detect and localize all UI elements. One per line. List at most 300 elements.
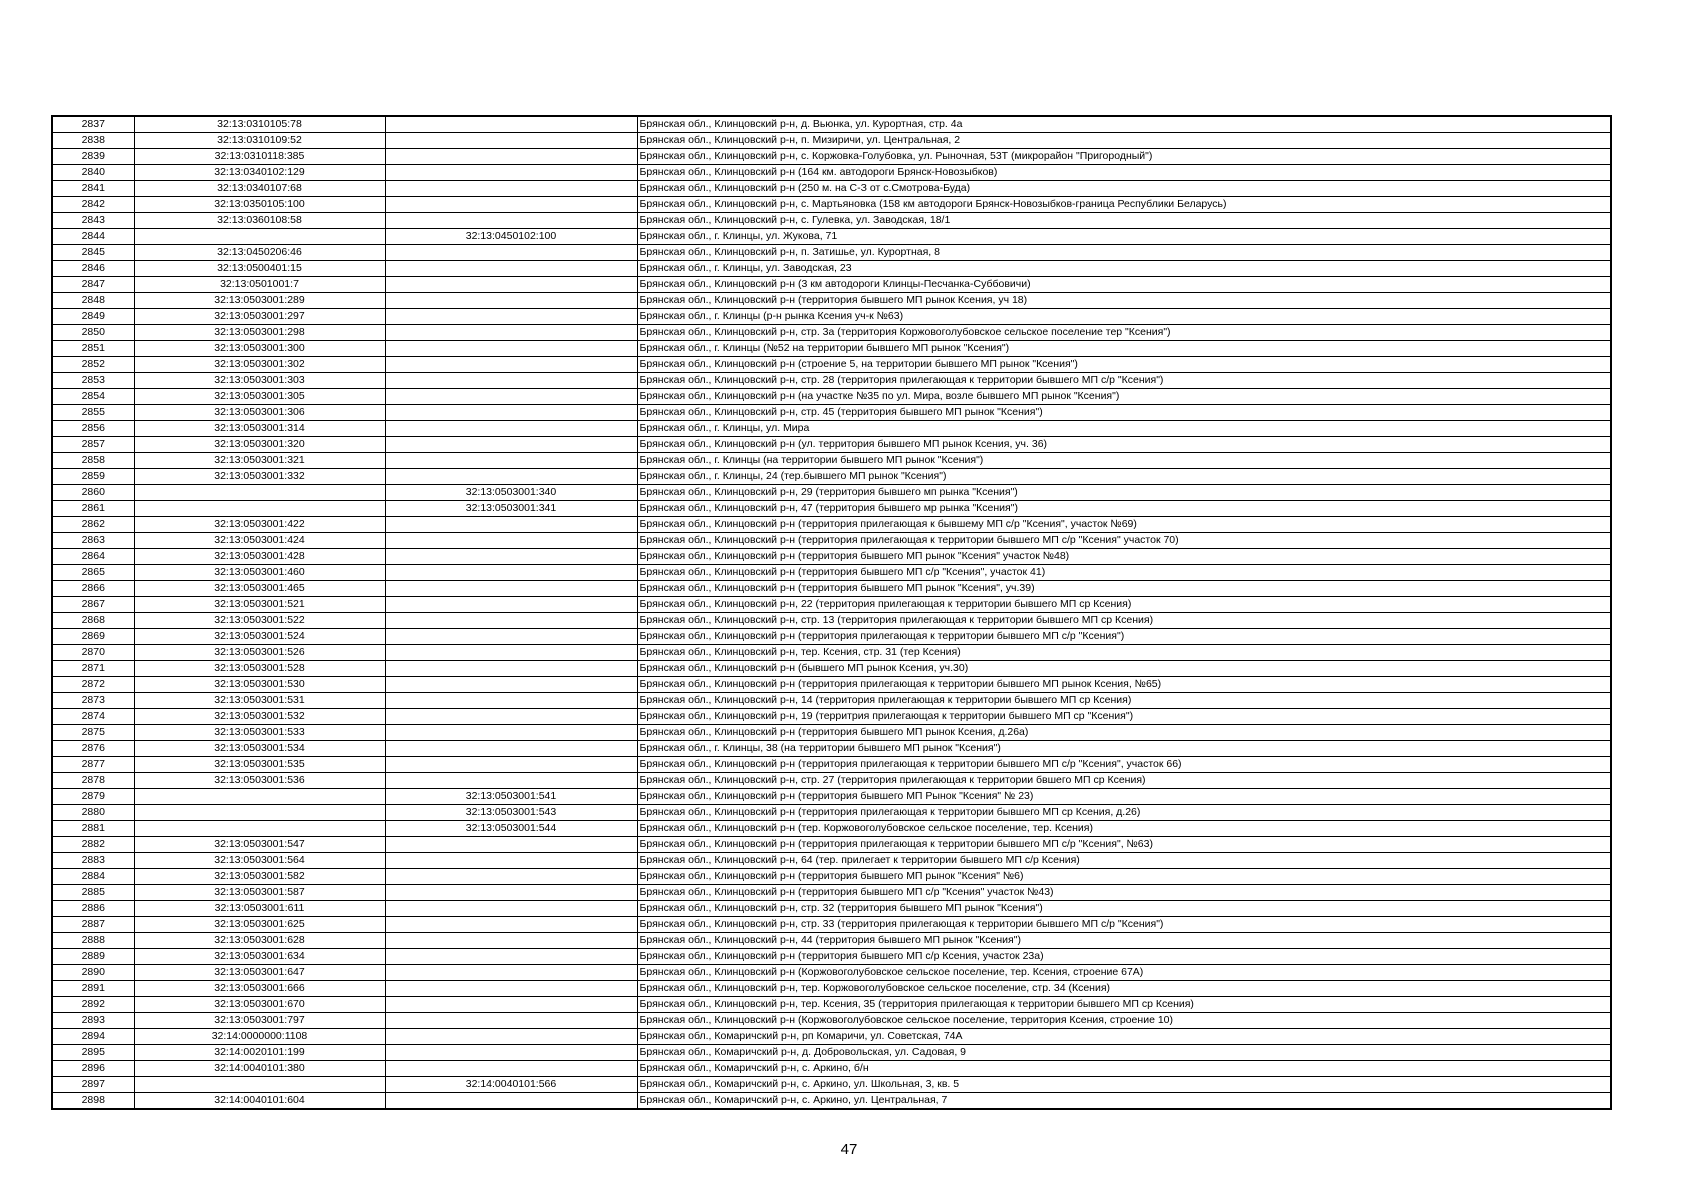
row-number-cell: 2878 bbox=[52, 773, 134, 789]
table-row bbox=[52, 197, 1611, 213]
address-cell: Брянская обл., Клинцовский р-н (тер. Коржовоголубовское сельское поселение, тер. Ксения) bbox=[637, 821, 1611, 837]
row-number-cell: 2851 bbox=[52, 341, 134, 357]
cadastral-number-cell bbox=[134, 485, 385, 501]
table-row bbox=[52, 517, 1611, 533]
row-number-cell: 2874 bbox=[52, 709, 134, 725]
address-cell: Брянская обл., Клинцовский р-н, стр. 45 (территория бывшего МП рынок "Ксения") bbox=[637, 405, 1611, 421]
cadastral-number-cell: 32:13:0503001:314 bbox=[134, 421, 385, 437]
address-cell: Брянская обл., г. Клинцы, ул. Мира bbox=[637, 421, 1611, 437]
cadastral-number-alt-cell: 32:14:0040101:566 bbox=[385, 1077, 637, 1093]
row-number-cell: 2888 bbox=[52, 933, 134, 949]
table-row bbox=[52, 933, 1611, 949]
row-number-cell: 2875 bbox=[52, 725, 134, 741]
address-cell: Брянская обл., г. Клинцы (р-н рынка Ксения уч-к №63) bbox=[637, 309, 1611, 325]
cadastral-number-alt-cell bbox=[385, 677, 637, 693]
table-row bbox=[52, 885, 1611, 901]
row-number-cell: 2854 bbox=[52, 389, 134, 405]
cadastral-number-alt-cell: 32:13:0450102:100 bbox=[385, 229, 637, 245]
cadastral-number-cell: 32:13:0503001:320 bbox=[134, 437, 385, 453]
address-cell: Брянская обл., Комаричский р-н, с. Аркино, ул. Школьная, 3, кв. 5 bbox=[637, 1077, 1611, 1093]
address-cell: Брянская обл., Клинцовский р-н, с. Гулевка, ул. Заводская, 18/1 bbox=[637, 213, 1611, 229]
table-row bbox=[52, 261, 1611, 277]
address-cell: Брянская обл., Клинцовский р-н, стр. 27 (территория прилегающая к территории бвшего МП ср Ксения) bbox=[637, 773, 1611, 789]
cadastral-number-cell: 32:13:0503001:297 bbox=[134, 309, 385, 325]
cadastral-number-cell: 32:13:0503001:332 bbox=[134, 469, 385, 485]
row-number-cell: 2876 bbox=[52, 741, 134, 757]
cadastral-number-alt-cell bbox=[385, 725, 637, 741]
cadastral-number-cell: 32:13:0503001:547 bbox=[134, 837, 385, 853]
address-cell: Брянская обл., Клинцовский р-н (территория бывшего МП Рынок "Ксения" № 23) bbox=[637, 789, 1611, 805]
table-row bbox=[52, 869, 1611, 885]
cadastral-number-alt-cell bbox=[385, 741, 637, 757]
address-cell: Брянская обл., Клинцовский р-н, тер. Ксения, 35 (территория прилегающая к территории бывшего МП ср Ксения) bbox=[637, 997, 1611, 1013]
row-number-cell: 2872 bbox=[52, 677, 134, 693]
cadastral-number-cell: 32:13:0503001:533 bbox=[134, 725, 385, 741]
table-row bbox=[52, 805, 1611, 821]
address-cell: Брянская обл., Клинцовский р-н, тер. Коржовоголубовское сельское поселение, стр. 34 (Ксения) bbox=[637, 981, 1611, 997]
row-number-cell: 2880 bbox=[52, 805, 134, 821]
table-row bbox=[52, 116, 1611, 133]
row-number-cell: 2877 bbox=[52, 757, 134, 773]
row-number-cell: 2838 bbox=[52, 133, 134, 149]
row-number-cell: 2861 bbox=[52, 501, 134, 517]
cadastral-number-alt-cell bbox=[385, 165, 637, 181]
row-number-cell: 2867 bbox=[52, 597, 134, 613]
address-cell: Брянская обл., Клинцовский р-н, стр. 3а (территория Коржовоголубовское сельское поселение тер "Ксения") bbox=[637, 325, 1611, 341]
cadastral-number-alt-cell bbox=[385, 1029, 637, 1045]
row-number-cell: 2865 bbox=[52, 565, 134, 581]
cadastral-number-alt-cell bbox=[385, 245, 637, 261]
row-number-cell: 2848 bbox=[52, 293, 134, 309]
cadastral-number-cell: 32:13:0310109:52 bbox=[134, 133, 385, 149]
row-number-cell: 2841 bbox=[52, 181, 134, 197]
table-row bbox=[52, 725, 1611, 741]
address-cell: Брянская обл., г. Клинцы (на территории бывшего МП рынок "Ксения") bbox=[637, 453, 1611, 469]
row-number-cell: 2868 bbox=[52, 613, 134, 629]
cadastral-number-cell: 32:14:0000000:1108 bbox=[134, 1029, 385, 1045]
address-cell: Брянская обл., Клинцовский р-н, 22 (территория прилегающая к территории бывшего МП ср Ксения) bbox=[637, 597, 1611, 613]
address-cell: Брянская обл., Клинцовский р-н (ул. территория бывшего МП рынок Ксения, уч. 36) bbox=[637, 437, 1611, 453]
address-cell: Брянская обл., Комаричский р-н, с. Аркино, ул. Центральная, 7 bbox=[637, 1093, 1611, 1110]
row-number-cell: 2891 bbox=[52, 981, 134, 997]
table-row bbox=[52, 309, 1611, 325]
table-row bbox=[52, 997, 1611, 1013]
table-row bbox=[52, 821, 1611, 837]
cadastral-number-cell: 32:13:0501001:7 bbox=[134, 277, 385, 293]
cadastral-number-cell: 32:13:0340102:129 bbox=[134, 165, 385, 181]
cadastral-number-cell: 32:13:0503001:298 bbox=[134, 325, 385, 341]
table-row bbox=[52, 677, 1611, 693]
cadastral-number-cell: 32:13:0310118:385 bbox=[134, 149, 385, 165]
cadastral-number-alt-cell: 32:13:0503001:341 bbox=[385, 501, 637, 517]
address-cell: Брянская обл., Комаричский р-н, д. Добровольская, ул. Садовая, 9 bbox=[637, 1045, 1611, 1061]
cadastral-number-alt-cell bbox=[385, 773, 637, 789]
table-row bbox=[52, 741, 1611, 757]
table-row bbox=[52, 149, 1611, 165]
address-cell: Брянская обл., Клинцовский р-н, с. Коржовка-Голубовка, ул. Рыночная, 53Т (микрорайон "Пригородный") bbox=[637, 149, 1611, 165]
cadastral-number-cell: 32:13:0503001:670 bbox=[134, 997, 385, 1013]
cadastral-number-alt-cell bbox=[385, 373, 637, 389]
row-number-cell: 2843 bbox=[52, 213, 134, 229]
cadastral-number-alt-cell bbox=[385, 1045, 637, 1061]
table-row bbox=[52, 629, 1611, 645]
cadastral-number-cell: 32:13:0503001:528 bbox=[134, 661, 385, 677]
cadastral-number-cell: 32:13:0503001:628 bbox=[134, 933, 385, 949]
table-row bbox=[52, 917, 1611, 933]
cadastral-number-alt-cell bbox=[385, 181, 637, 197]
cadastral-number-alt-cell bbox=[385, 997, 637, 1013]
table-row bbox=[52, 1029, 1611, 1045]
cadastral-number-cell: 32:13:0503001:536 bbox=[134, 773, 385, 789]
cadastral-number-alt-cell bbox=[385, 149, 637, 165]
row-number-cell: 2879 bbox=[52, 789, 134, 805]
address-cell: Брянская обл., Клинцовский р-н (территория бывшего МП рынок Ксения, уч 18) bbox=[637, 293, 1611, 309]
cadastral-number-cell: 32:13:0503001:532 bbox=[134, 709, 385, 725]
cadastral-number-cell: 32:13:0503001:534 bbox=[134, 741, 385, 757]
cadastral-number-alt-cell bbox=[385, 901, 637, 917]
table-row bbox=[52, 405, 1611, 421]
row-number-cell: 2887 bbox=[52, 917, 134, 933]
address-cell: Брянская обл., Клинцовский р-н (250 м. на С-З от с.Смотрова-Буда) bbox=[637, 181, 1611, 197]
cadastral-number-alt-cell bbox=[385, 309, 637, 325]
cadastral-number-cell: 32:13:0503001:303 bbox=[134, 373, 385, 389]
table-row bbox=[52, 1093, 1611, 1110]
address-cell: Брянская обл., Клинцовский р-н (164 км. автодороги Брянск-Новозыбков) bbox=[637, 165, 1611, 181]
cadastral-number-alt-cell bbox=[385, 213, 637, 229]
address-cell: Брянская обл., г. Клинцы, ул. Жукова, 71 bbox=[637, 229, 1611, 245]
cadastral-number-alt-cell bbox=[385, 453, 637, 469]
address-cell: Брянская обл., Клинцовский р-н, д. Вьюнка, ул. Курортная, стр. 4а bbox=[637, 116, 1611, 133]
cadastral-number-alt-cell bbox=[385, 437, 637, 453]
row-number-cell: 2870 bbox=[52, 645, 134, 661]
cadastral-number-alt-cell bbox=[385, 853, 637, 869]
row-number-cell: 2844 bbox=[52, 229, 134, 245]
table-row bbox=[52, 325, 1611, 341]
cadastral-number-alt-cell bbox=[385, 469, 637, 485]
table-row bbox=[52, 901, 1611, 917]
cadastral-number-alt-cell bbox=[385, 325, 637, 341]
table-row bbox=[52, 437, 1611, 453]
cadastral-number-cell: 32:13:0503001:522 bbox=[134, 613, 385, 629]
address-cell: Брянская обл., Клинцовский р-н, 14 (территория прилегающая к территории бывшего МП ср Ксения) bbox=[637, 693, 1611, 709]
cadastral-number-alt-cell bbox=[385, 533, 637, 549]
cadastral-number-alt-cell bbox=[385, 357, 637, 373]
cadastral-number-alt-cell bbox=[385, 981, 637, 997]
row-number-cell: 2850 bbox=[52, 325, 134, 341]
address-cell: Брянская обл., Клинцовский р-н (территория бывшего МП с/р "Ксения", участок 41) bbox=[637, 565, 1611, 581]
cadastral-number-alt-cell bbox=[385, 1093, 637, 1110]
cadastral-number-cell: 32:13:0503001:634 bbox=[134, 949, 385, 965]
cadastral-number-cell: 32:13:0503001:530 bbox=[134, 677, 385, 693]
cadastral-number-cell: 32:13:0350105:100 bbox=[134, 197, 385, 213]
address-cell: Брянская обл., г. Клинцы, 38 (на территории бывшего МП рынок "Ксения") bbox=[637, 741, 1611, 757]
cadastral-number-cell bbox=[134, 789, 385, 805]
row-number-cell: 2886 bbox=[52, 901, 134, 917]
address-cell: Брянская обл., Клинцовский р-н (Коржовоголубовское сельское поселение, тер. Ксения, строение 67А) bbox=[637, 965, 1611, 981]
cadastral-number-alt-cell bbox=[385, 293, 637, 309]
row-number-cell: 2847 bbox=[52, 277, 134, 293]
address-cell: Брянская обл., Клинцовский р-н, п. Затишье, ул. Курортная, 8 bbox=[637, 245, 1611, 261]
address-cell: Брянская обл., Клинцовский р-н, 44 (территория бывшего МП рынок "Ксения") bbox=[637, 933, 1611, 949]
table-row bbox=[52, 485, 1611, 501]
address-cell: Брянская обл., Клинцовский р-н, 29 (территория бывшего мп рынка "Ксения") bbox=[637, 485, 1611, 501]
table-row bbox=[52, 229, 1611, 245]
row-number-cell: 2858 bbox=[52, 453, 134, 469]
row-number-cell: 2837 bbox=[52, 116, 134, 133]
cadastral-number-alt-cell bbox=[385, 341, 637, 357]
cadastral-number-cell: 32:14:0020101:199 bbox=[134, 1045, 385, 1061]
row-number-cell: 2864 bbox=[52, 549, 134, 565]
cadastral-number-alt-cell bbox=[385, 613, 637, 629]
cadastral-number-cell: 32:13:0450206:46 bbox=[134, 245, 385, 261]
row-number-cell: 2860 bbox=[52, 485, 134, 501]
table-row bbox=[52, 661, 1611, 677]
cadastral-number-cell: 32:13:0503001:428 bbox=[134, 549, 385, 565]
table-row bbox=[52, 469, 1611, 485]
cadastral-number-alt-cell bbox=[385, 869, 637, 885]
table-row bbox=[52, 293, 1611, 309]
address-cell: Брянская обл., Клинцовский р-н (территория прилегающая к территории бывшего МП ср Ксения, д.26) bbox=[637, 805, 1611, 821]
row-number-cell: 2897 bbox=[52, 1077, 134, 1093]
row-number-cell: 2883 bbox=[52, 853, 134, 869]
cadastral-number-cell: 32:13:0503001:460 bbox=[134, 565, 385, 581]
cadastral-number-cell: 32:13:0503001:797 bbox=[134, 1013, 385, 1029]
cadastral-number-cell: 32:13:0503001:306 bbox=[134, 405, 385, 421]
address-cell: Брянская обл., Клинцовский р-н (территория бывшего МП рынок "Ксения" №6) bbox=[637, 869, 1611, 885]
row-number-cell: 2846 bbox=[52, 261, 134, 277]
cadastral-number-alt-cell bbox=[385, 709, 637, 725]
table-row bbox=[52, 165, 1611, 181]
row-number-cell: 2839 bbox=[52, 149, 134, 165]
cadastral-number-alt-cell bbox=[385, 549, 637, 565]
row-number-cell: 2884 bbox=[52, 869, 134, 885]
address-cell: Брянская обл., Клинцовский р-н (территория прилегающая к территории бывшего МП с/р "Ксения") bbox=[637, 629, 1611, 645]
cadastral-number-cell: 32:13:0500401:15 bbox=[134, 261, 385, 277]
address-cell: Брянская обл., Клинцовский р-н, 64 (тер. прилегает к территории бывшего МП с/р Ксения) bbox=[637, 853, 1611, 869]
table-row bbox=[52, 501, 1611, 517]
cadastral-number-alt-cell: 32:13:0503001:340 bbox=[385, 485, 637, 501]
cadastral-number-cell: 32:13:0503001:521 bbox=[134, 597, 385, 613]
table-row bbox=[52, 837, 1611, 853]
table-row bbox=[52, 597, 1611, 613]
cadastral-number-cell: 32:13:0503001:535 bbox=[134, 757, 385, 773]
address-cell: Брянская обл., Клинцовский р-н (территория прилегающая к территории бывшего МП с/р "Ксения" участок 70) bbox=[637, 533, 1611, 549]
cadastral-number-alt-cell bbox=[385, 757, 637, 773]
table-row bbox=[52, 949, 1611, 965]
address-cell: Брянская обл., Клинцовский р-н, тер. Ксения, стр. 31 (тер Ксения) bbox=[637, 645, 1611, 661]
row-number-cell: 2898 bbox=[52, 1093, 134, 1110]
address-cell: Брянская обл., Клинцовский р-н (3 км автодороги Клинцы-Песчанка-Суббовичи) bbox=[637, 277, 1611, 293]
cadastral-number-alt-cell bbox=[385, 693, 637, 709]
table-row bbox=[52, 789, 1611, 805]
table-row bbox=[52, 565, 1611, 581]
cadastral-number-cell: 32:13:0503001:647 bbox=[134, 965, 385, 981]
cadastral-number-cell: 32:13:0503001:582 bbox=[134, 869, 385, 885]
table-row bbox=[52, 533, 1611, 549]
row-number-cell: 2882 bbox=[52, 837, 134, 853]
row-number-cell: 2859 bbox=[52, 469, 134, 485]
table-row bbox=[52, 853, 1611, 869]
cadastral-number-alt-cell bbox=[385, 389, 637, 405]
table-row bbox=[52, 245, 1611, 261]
cadastral-number-alt-cell bbox=[385, 949, 637, 965]
table-row bbox=[52, 709, 1611, 725]
address-cell: Брянская обл., Клинцовский р-н, стр. 32 (территория бывшего МП рынок "Ксения") bbox=[637, 901, 1611, 917]
cadastral-number-alt-cell bbox=[385, 421, 637, 437]
table-row bbox=[52, 549, 1611, 565]
address-cell: Брянская обл., г. Клинцы (№52 на территории бывшего МП рынок "Ксения") bbox=[637, 341, 1611, 357]
cadastral-number-cell bbox=[134, 1077, 385, 1093]
table-row bbox=[52, 1013, 1611, 1029]
row-number-cell: 2895 bbox=[52, 1045, 134, 1061]
registry-table-body bbox=[52, 116, 1611, 1109]
row-number-cell: 2890 bbox=[52, 965, 134, 981]
address-cell: Брянская обл., Клинцовский р-н, стр. 28 (территория прилегающая к территории бывшего МП с/р "Ксения") bbox=[637, 373, 1611, 389]
row-number-cell: 2896 bbox=[52, 1061, 134, 1077]
cadastral-number-alt-cell bbox=[385, 885, 637, 901]
row-number-cell: 2845 bbox=[52, 245, 134, 261]
cadastral-number-cell: 32:13:0503001:289 bbox=[134, 293, 385, 309]
cadastral-number-cell: 32:13:0503001:524 bbox=[134, 629, 385, 645]
cadastral-number-alt-cell bbox=[385, 837, 637, 853]
row-number-cell: 2869 bbox=[52, 629, 134, 645]
address-cell: Брянская обл., Комаричский р-н, с. Аркино, б/н bbox=[637, 1061, 1611, 1077]
row-number-cell: 2894 bbox=[52, 1029, 134, 1045]
cadastral-number-cell: 32:13:0310105:78 bbox=[134, 116, 385, 133]
cadastral-number-cell: 32:13:0503001:587 bbox=[134, 885, 385, 901]
table-row bbox=[52, 981, 1611, 997]
cadastral-number-cell: 32:13:0503001:666 bbox=[134, 981, 385, 997]
table-row bbox=[52, 213, 1611, 229]
table-row bbox=[52, 965, 1611, 981]
address-cell: Брянская обл., Клинцовский р-н (территория прилегающая к территории бывшего МП с/р "Ксения", участок 66) bbox=[637, 757, 1611, 773]
registry-table bbox=[51, 115, 1612, 1110]
table-row bbox=[52, 341, 1611, 357]
cadastral-number-alt-cell bbox=[385, 197, 637, 213]
cadastral-number-alt-cell bbox=[385, 277, 637, 293]
table-row bbox=[52, 389, 1611, 405]
row-number-cell: 2840 bbox=[52, 165, 134, 181]
cadastral-number-cell bbox=[134, 229, 385, 245]
cadastral-number-cell: 32:14:0040101:380 bbox=[134, 1061, 385, 1077]
cadastral-number-cell bbox=[134, 805, 385, 821]
address-cell: Брянская обл., Клинцовский р-н, 47 (территория бывшего мр рынка "Ксения") bbox=[637, 501, 1611, 517]
address-cell: Брянская обл., Клинцовский р-н, стр. 13 (территория прилегающая к территории бывшего МП ср Ксения) bbox=[637, 613, 1611, 629]
cadastral-number-alt-cell bbox=[385, 1061, 637, 1077]
address-cell: Брянская обл., Клинцовский р-н (территория бывшего МП рынок Ксения, д.26а) bbox=[637, 725, 1611, 741]
cadastral-number-cell: 32:13:0503001:305 bbox=[134, 389, 385, 405]
row-number-cell: 2857 bbox=[52, 437, 134, 453]
page-number: 47 bbox=[840, 1141, 858, 1158]
address-cell: Брянская обл., Клинцовский р-н (территория прилегающая к бывшему МП с/р "Ксения", участок №69) bbox=[637, 517, 1611, 533]
cadastral-number-cell bbox=[134, 501, 385, 517]
address-cell: Брянская обл., г. Клинцы, ул. Заводская, 23 bbox=[637, 261, 1611, 277]
cadastral-number-cell bbox=[134, 821, 385, 837]
table-row bbox=[52, 1061, 1611, 1077]
cadastral-number-alt-cell: 32:13:0503001:543 bbox=[385, 805, 637, 821]
cadastral-number-cell: 32:13:0503001:611 bbox=[134, 901, 385, 917]
table-row bbox=[52, 613, 1611, 629]
address-cell: Брянская обл., г. Клинцы, 24 (тер.бывшего МП рынок "Ксения") bbox=[637, 469, 1611, 485]
cadastral-number-cell: 32:13:0340107:68 bbox=[134, 181, 385, 197]
cadastral-number-alt-cell bbox=[385, 933, 637, 949]
cadastral-number-alt-cell bbox=[385, 597, 637, 613]
row-number-cell: 2881 bbox=[52, 821, 134, 837]
address-cell: Брянская обл., Клинцовский р-н (территория бывшего МП рынок "Ксения" участок №48) bbox=[637, 549, 1611, 565]
cadastral-number-alt-cell bbox=[385, 661, 637, 677]
address-cell: Брянская обл., Клинцовский р-н, стр. 33 (территория прилегающая к территории бывшего МП с/р "Ксения") bbox=[637, 917, 1611, 933]
address-cell: Брянская обл., Клинцовский р-н (территория бывшего МП с/р "Ксения" участок №43) bbox=[637, 885, 1611, 901]
table-row bbox=[52, 453, 1611, 469]
cadastral-number-alt-cell bbox=[385, 133, 637, 149]
cadastral-number-alt-cell bbox=[385, 917, 637, 933]
cadastral-number-alt-cell bbox=[385, 1013, 637, 1029]
address-cell: Брянская обл., Клинцовский р-н (бывшего МП рынок Ксения, уч.30) bbox=[637, 661, 1611, 677]
row-number-cell: 2849 bbox=[52, 309, 134, 325]
row-number-cell: 2892 bbox=[52, 997, 134, 1013]
cadastral-number-alt-cell bbox=[385, 965, 637, 981]
cadastral-number-alt-cell bbox=[385, 405, 637, 421]
table-row bbox=[52, 421, 1611, 437]
row-number-cell: 2855 bbox=[52, 405, 134, 421]
row-number-cell: 2852 bbox=[52, 357, 134, 373]
row-number-cell: 2842 bbox=[52, 197, 134, 213]
row-number-cell: 2871 bbox=[52, 661, 134, 677]
table-row bbox=[52, 1045, 1611, 1061]
cadastral-number-cell: 32:14:0040101:604 bbox=[134, 1093, 385, 1110]
table-row bbox=[52, 277, 1611, 293]
cadastral-number-cell: 32:13:0503001:531 bbox=[134, 693, 385, 709]
address-cell: Брянская обл., Клинцовский р-н (территория прилегающая к территории бывшего МП с/р "Ксения", №63) bbox=[637, 837, 1611, 853]
address-cell: Брянская обл., Клинцовский р-н, п. Мизиричи, ул. Центральная, 2 bbox=[637, 133, 1611, 149]
cadastral-number-cell: 32:13:0503001:564 bbox=[134, 853, 385, 869]
row-number-cell: 2885 bbox=[52, 885, 134, 901]
address-cell: Брянская обл., Клинцовский р-н (территория бывшего МП с/р Ксения, участок 23а) bbox=[637, 949, 1611, 965]
cadastral-number-cell: 32:13:0503001:321 bbox=[134, 453, 385, 469]
row-number-cell: 2863 bbox=[52, 533, 134, 549]
cadastral-number-alt-cell bbox=[385, 517, 637, 533]
cadastral-number-cell: 32:13:0503001:422 bbox=[134, 517, 385, 533]
address-cell: Брянская обл., Клинцовский р-н, 19 (территрия прилегающая к территории бывшего МП ср "Ксения") bbox=[637, 709, 1611, 725]
address-cell: Брянская обл., Клинцовский р-н (на участке №35 по ул. Мира, возле бывшего МП рынок "Ксения") bbox=[637, 389, 1611, 405]
row-number-cell: 2856 bbox=[52, 421, 134, 437]
row-number-cell: 2866 bbox=[52, 581, 134, 597]
table-row bbox=[52, 373, 1611, 389]
cadastral-number-alt-cell bbox=[385, 581, 637, 597]
table-row bbox=[52, 1077, 1611, 1093]
cadastral-number-cell: 32:13:0503001:625 bbox=[134, 917, 385, 933]
cadastral-number-alt-cell: 32:13:0503001:544 bbox=[385, 821, 637, 837]
cadastral-number-cell: 32:13:0503001:526 bbox=[134, 645, 385, 661]
table-row bbox=[52, 645, 1611, 661]
cadastral-number-alt-cell bbox=[385, 645, 637, 661]
cadastral-number-alt-cell: 32:13:0503001:541 bbox=[385, 789, 637, 805]
table-row bbox=[52, 773, 1611, 789]
cadastral-number-alt-cell bbox=[385, 629, 637, 645]
table-row bbox=[52, 133, 1611, 149]
cadastral-number-cell: 32:13:0503001:302 bbox=[134, 357, 385, 373]
address-cell: Брянская обл., Клинцовский р-н, с. Мартьяновка (158 км автодороги Брянск-Новозыбков-граница Республики Беларусь) bbox=[637, 197, 1611, 213]
table-row bbox=[52, 357, 1611, 373]
row-number-cell: 2893 bbox=[52, 1013, 134, 1029]
address-cell: Брянская обл., Клинцовский р-н (Коржовоголубовское сельское поселение, территория Ксения, строение 10) bbox=[637, 1013, 1611, 1029]
row-number-cell: 2862 bbox=[52, 517, 134, 533]
address-cell: Брянская обл., Клинцовский р-н (территория прилегающая к территории бывшего МП рынок Ксения, №65) bbox=[637, 677, 1611, 693]
row-number-cell: 2873 bbox=[52, 693, 134, 709]
address-cell: Брянская обл., Клинцовский р-н (территория бывшего МП рынок "Ксения", уч.39) bbox=[637, 581, 1611, 597]
cadastral-number-cell: 32:13:0503001:465 bbox=[134, 581, 385, 597]
table-row bbox=[52, 757, 1611, 773]
